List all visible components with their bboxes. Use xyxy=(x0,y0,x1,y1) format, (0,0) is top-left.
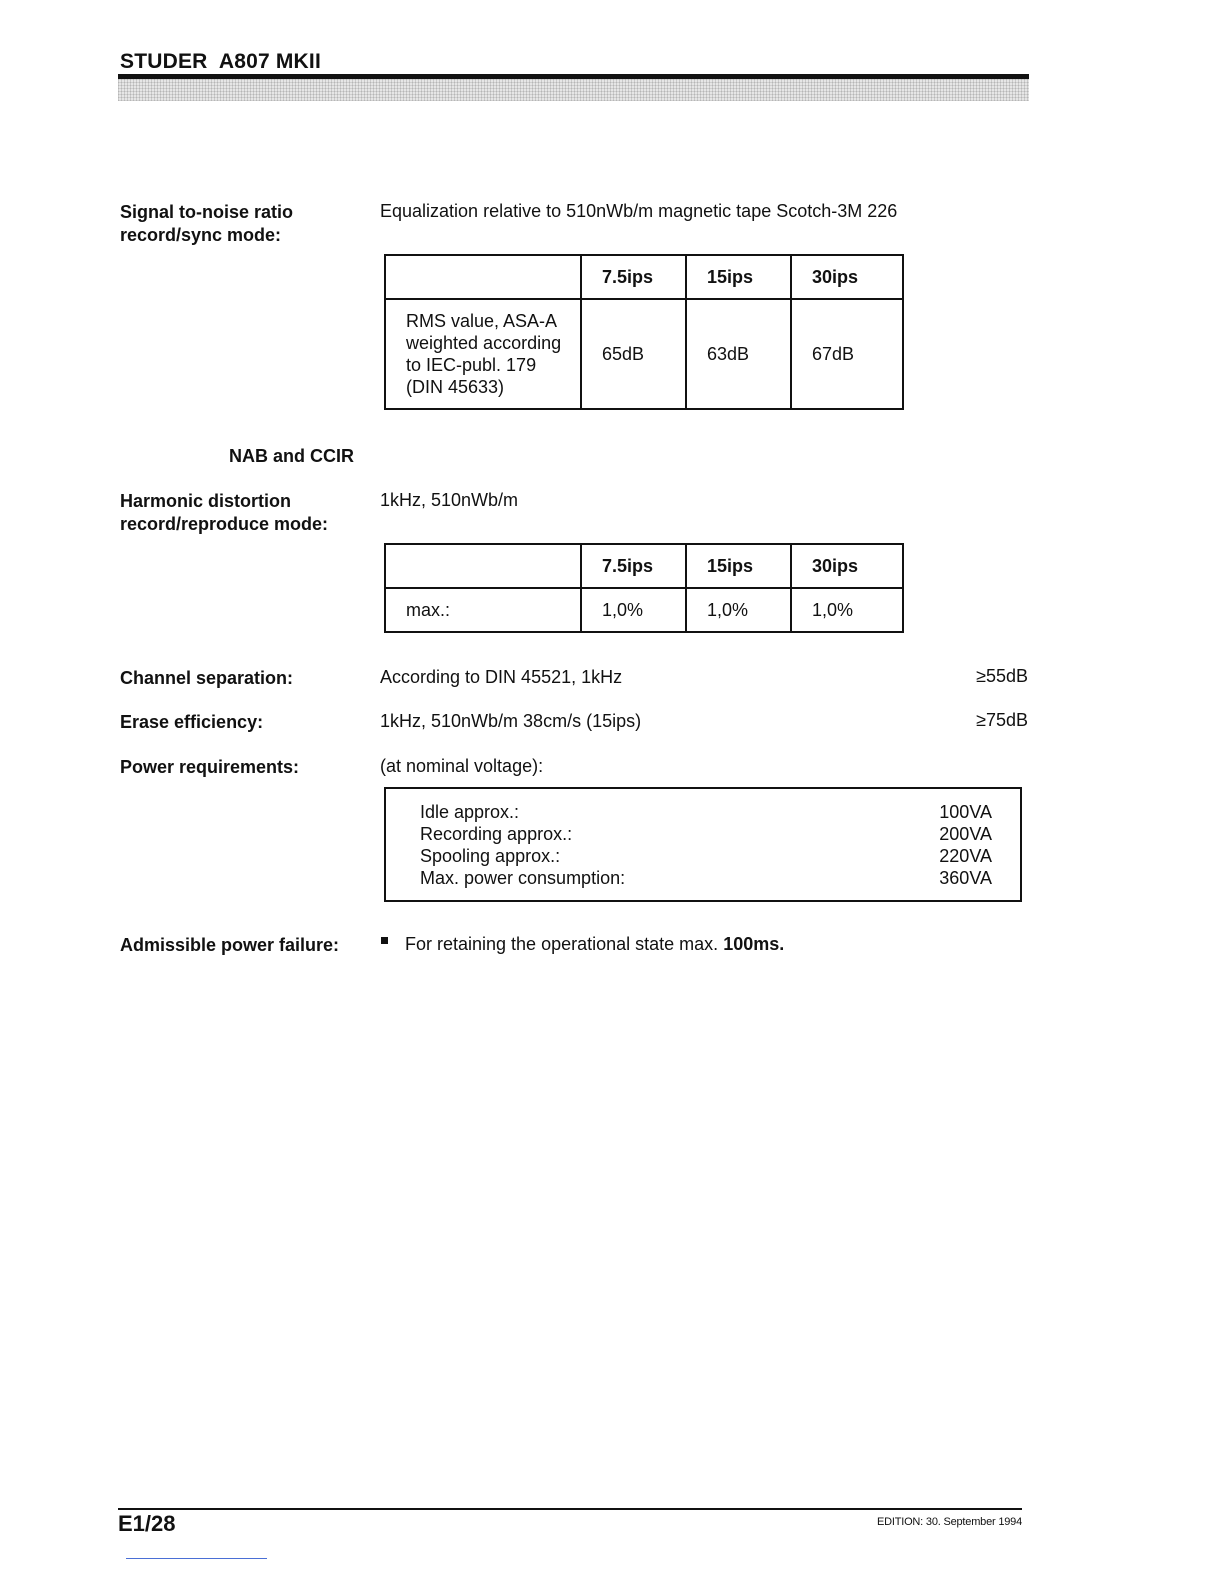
nab-ccir-note: NAB and CCIR xyxy=(229,446,354,466)
harmonic-value-cell: 1,0% xyxy=(791,588,903,632)
snr-col-header: 15ips xyxy=(686,255,791,299)
edition-date: 30. September 1994 xyxy=(925,1516,1022,1528)
snr-value-cell: 65dB xyxy=(581,299,686,409)
snr-description: Equalization relative to 510nWb/m magnetic tape Scotch-3M 226 xyxy=(380,201,898,221)
harmonic-description: 1kHz, 510nWb/m xyxy=(380,490,519,510)
snr-value-cell: 63dB xyxy=(686,299,791,409)
channel-separation-label: Channel separation: xyxy=(120,668,294,688)
power-row-name: Recording approx.: xyxy=(420,824,573,844)
power-failure-sentence: For retaining the operational state max. xyxy=(405,934,719,954)
erase-efficiency-value: ≥75dB xyxy=(976,710,1028,730)
harmonic-col-header: 7.5ips xyxy=(581,544,686,588)
power-failure-value: 100ms. xyxy=(723,934,785,954)
snr-table-header-row xyxy=(385,255,903,299)
harmonic-value-cell: 1,0% xyxy=(686,588,791,632)
snr-row-label-line: to IEC-publ. 179 xyxy=(406,355,537,375)
power-row-name: Idle approx.: xyxy=(420,802,520,822)
snr-label xyxy=(120,201,293,247)
snr-table-data-row xyxy=(385,299,903,409)
harmonic-label-line2: record/reproduce mode: xyxy=(120,514,329,534)
snr-col-header: 7.5ips xyxy=(581,255,686,299)
footer-rule xyxy=(118,1508,1022,1510)
snr-row-label-line: (DIN 45633) xyxy=(406,377,505,397)
harmonic-label xyxy=(120,490,328,536)
snr-row-label-line: RMS value, ASA-A xyxy=(406,311,558,331)
power-row xyxy=(420,801,992,823)
power-row-value: 200VA xyxy=(939,824,992,844)
power-row xyxy=(420,823,992,845)
power-row-name: Spooling approx.: xyxy=(420,846,561,866)
power-requirements-label: Power requirements: xyxy=(120,757,300,777)
harmonic-col-header: 30ips xyxy=(791,544,903,588)
snr-label-line2: record/sync mode: xyxy=(120,225,282,245)
page-number: E1/28 xyxy=(118,1511,176,1536)
harmonic-value-cell: 1,0% xyxy=(581,588,686,632)
power-row-value: 100VA xyxy=(939,802,992,822)
header-shaded-band xyxy=(118,79,1029,101)
power-row xyxy=(420,845,992,867)
erase-efficiency-label: Erase efficiency: xyxy=(120,712,264,732)
power-failure-text xyxy=(405,933,784,956)
power-requirements-box xyxy=(384,787,1022,902)
harmonic-col-header: 15ips xyxy=(686,544,791,588)
power-row-name: Max. power consumption: xyxy=(420,868,626,888)
edition-note xyxy=(877,1516,1022,1528)
channel-separation-value: ≥55dB xyxy=(976,666,1028,686)
snr-label-line1: Signal to-noise ratio xyxy=(120,202,294,222)
snr-row-label-line: weighted according xyxy=(406,333,562,353)
harmonic-table-data-row xyxy=(385,588,903,632)
harmonic-table-corner-cell xyxy=(385,544,581,588)
snr-row-label xyxy=(385,299,581,409)
power-failure-label: Admissible power failure: xyxy=(120,935,340,955)
harmonic-row-label: max.: xyxy=(385,588,581,632)
erase-efficiency-description: 1kHz, 510nWb/m 38cm/s (15ips) xyxy=(380,711,642,731)
footer-link-underline xyxy=(126,1558,267,1559)
document-header-title: STUDER A807 MKII xyxy=(120,50,321,73)
snr-table xyxy=(384,254,904,410)
edition-label: EDITION: xyxy=(876,1516,924,1528)
power-requirements-description: (at nominal voltage): xyxy=(380,756,544,776)
harmonic-table xyxy=(384,543,904,633)
snr-value-cell: 67dB xyxy=(791,299,903,409)
channel-separation-description: According to DIN 45521, 1kHz xyxy=(380,667,623,687)
harmonic-label-line1: Harmonic distortion xyxy=(120,491,292,511)
power-row-value: 360VA xyxy=(939,868,992,888)
harmonic-table-header-row xyxy=(385,544,903,588)
snr-table-corner-cell xyxy=(385,255,581,299)
snr-col-header: 30ips xyxy=(791,255,903,299)
power-row-value: 220VA xyxy=(939,846,992,866)
power-row xyxy=(420,867,992,889)
bullet-icon xyxy=(381,937,388,944)
